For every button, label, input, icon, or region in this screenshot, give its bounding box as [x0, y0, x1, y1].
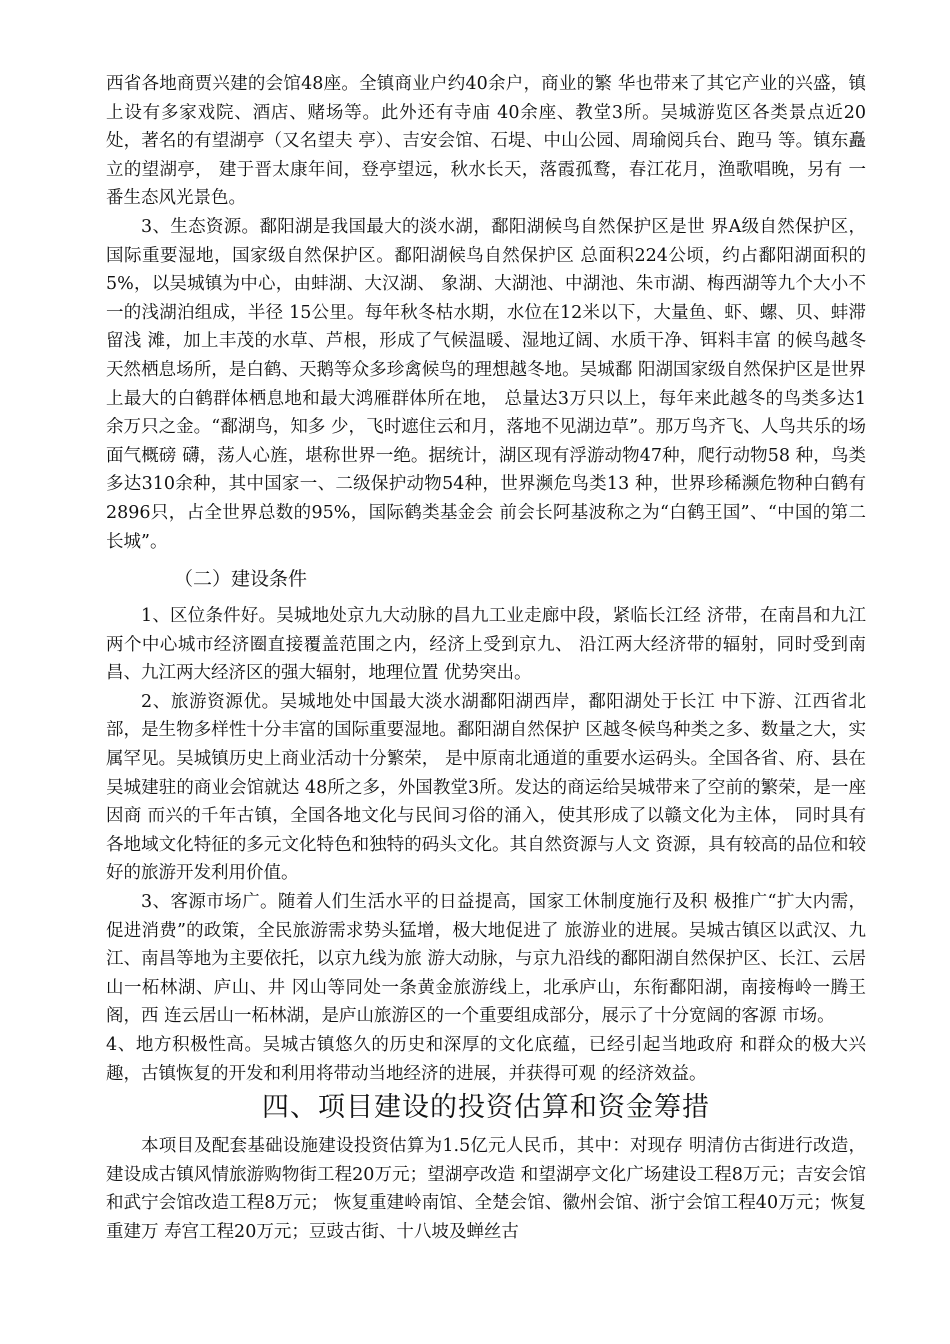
paragraph-investment-estimate: 本项目及配套基础设施建设投资估算为1.5亿元人民币，其中：对现存 明清仿古街进行改造，建设成古镇风情旅游购物街工程20万元；望湖亭改造 和望湖亭文化广场建设工程8万元；吉安会馆和武宁会馆改造工程8万元； 恢复重建岭南馆、全楚会馆、徽州会馆、浙宁会馆工程40万元；恢复重建万 寿宫工程20万元；豆豉古街、十八坡及蝉丝古 — [106, 1136, 866, 1242]
paragraph-merchant-halls: 西省各地商贾兴建的会馆48座。全镇商业户约40余户，商业的繁 华也带来了其它产业的兴盛，镇上设有多家戏院、酒店、赌场等。此外还有寺庙 40余座、教堂3所。吴城游览区各类景点近20处，著名的有望湖亭（又名望夫 亭）、吉安会馆、石堤、中山公园、周瑜阅兵台、跑马 等。镇东矗立的望湖亭， 建于晋太康年间，登亭望远，秋水长天，落霞孤鹜，春江花月，渔歌唱晚，另有 一番生态风光景色。 — [106, 74, 866, 209]
paragraph-ecological-resources: 3、生态资源。鄱阳湖是我国最大的淡水湖，鄱阳湖候鸟自然保护区是世 界A级自然保护区，国际重要湿地，国家级自然保护区。鄱阳湖候鸟自然保护区 总面积224公顷，约占鄱阳湖面积的5%，以吴城镇为中心，由蚌湖、大汉湖、 象湖、大湖池、中湖池、朱市湖、梅西湖等九个大小不一的浅湖泊组成，半径 15公里。每年秋冬枯水期，水位在12米以下，大量鱼、虾、螺、贝、蚌滞留浅 滩，加上丰茂的水草、芦根，形成了气候温暖、湿地辽阔、水质干净、铒料丰富 的候鸟越冬天然栖息场所，是白鹤、天鹅等众多珍禽候鸟的理想越冬地。吴城鄱 阳湖国家级自然保护区是世界上最大的白鹤群体栖息地和最大鸿雁群体所在地， 总量达3万只以上，每年来此越冬的鸟类多达1余万只之金。“鄱湖鸟，知多 少，飞时遮住云和月，落地不见湖边草”。那万鸟齐飞、人鸟共乐的场面气概磅 礴，荡人心旌，堪称世界一绝。据统计，湖区现有浮游动物47种，爬行动物58 种，鸟类多达310余种，其中国家一、二级保护动物54种，世界濒危鸟类13 种，世界珍稀濒危物种白鹤有2896只，占全世界总数的95%，国际鹤类基金会 前会长阿基波称之为“白鹤王国”、“中国的第二长城”。 — [106, 216, 866, 552]
paragraph-location-conditions: 1、区位条件好。吴城地处京九大动脉的昌九工业走廊中段，紧临长江经 济带，在南昌和九江两个中心城市经济圈直接覆盖范围之内，经济上受到京九、 沿江两大经济带的辐射，同时受到南昌、九江两大经济区的强大辐射，地理位置 优势突出。 — [106, 606, 866, 684]
paragraph-tourism-resources: 2、旅游资源优。吴城地处中国最大淡水湖鄱阳湖西岸，鄱阳湖处于长江 中下游、江西省北部，是生物多样性十分丰富的国际重要湿地。鄱阳湖自然保护 区越冬候鸟种类之多、数量之大，实属罕见。吴城镇历史上商业活动十分繁荣， 是中原南北通道的重要水运码头。全国各省、府、县在吴城建驻的商业会馆就达 48所之多，外国教堂3所。发达的商运给吴城带来了空前的繁荣，是一座因商 而兴的千年古镇，全国各地文化与民间习俗的涌入，使其形成了以赣文化为主体， 同时具有各地域文化特征的多元文化特色和独特的码头文化。其自然资源与人文 资源，具有较高的品位和较好的旅游开发利用价值。 — [106, 691, 866, 884]
paragraph-market: 3、客源市场广。随着人们生活水平的日益提高，国家工休制度施行及积 极推广“扩大内需，促进消费”的政策，全民旅游需求势头猛增，极大地促进了 旅游业的进展。吴城古镇区以武汉、九江、南昌等地为主要依托，以京九线为旅 游大动脉，与京九沿线的鄱阳湖自然保护区、长江、云居山一柘林湖、庐山、井 冈山等同处一条黄金旅游线上，北承庐山，东衔鄱阳湖，南接梅岭一腾王阁，西 连云居山一柘林湖，是庐山旅游区的一个重要组成部分，展示了十分宽阔的客源 市场。 — [106, 892, 866, 1027]
paragraph-local-initiative: 4、地方积极性高。吴城古镇悠久的历史和深厚的文化底蕴，已经引起当地政府 和群众的极大兴趣，古镇恢复的开发和利用将带动当地经济的进展，并获得可观 的经济效益。 — [106, 1035, 866, 1084]
document-page — [106, 70, 866, 1247]
chapter-title-investment: 四、项目建设的投资估算和资金筹措 — [262, 1092, 710, 1124]
section-heading-construction-conditions: （二）建设条件 — [174, 568, 308, 591]
